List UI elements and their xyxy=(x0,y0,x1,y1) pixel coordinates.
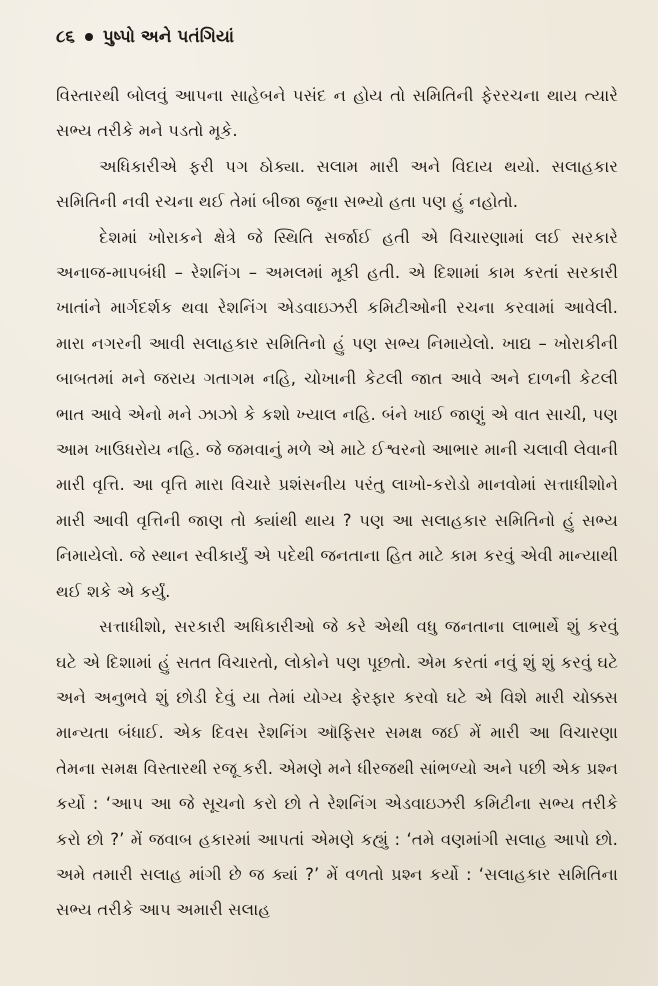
running-header xyxy=(56,22,618,52)
page-number: ૮૬ xyxy=(56,27,75,47)
page-body xyxy=(56,78,618,928)
book-title: પુષ્પો અને પતંગિયાં xyxy=(102,27,235,47)
bullet-icon xyxy=(85,33,93,41)
paragraph-1: વિસ્તારથી બોલવું આપના સાહેબને પસંદ ન હોય તો સમિતિની ફેરરચના થાય ત્યારે સભ્ય તરીકે મને પડતો મૂકે. xyxy=(56,86,618,141)
paragraph-4: સત્તાધીશો, સરકારી અધિકારીઓ જે કરે એથી વધુ જનતાના લાભાર્થે શું કરવું ઘટે એ દિશામાં હું સતત વિચારતો, લોકોને પણ પૂછતો. એમ કરતાં નવું શું શું કરવું ઘટે અને અનુભવે શું છોડી દેવું યા તેમાં યોગ્ય ફેરફાર કરવો ઘટે એ વિશે મારી ચોક્કસ માન્યતા બંધાઈ. એક દિવસ રેશનિંગ ઑફિસર સમક્ષ જઈ મેં મારી આ વિચારણા તેમના સમક્ષ વિસ્તારથી રજૂ કરી. એમણે મને ધીરજથી સાંભળ્યો અને પછી એક પ્રશ્ન કર્યો : ‘આપ આ જે સૂચનો કરો છો તે રેશનિંગ એડવાઇઝરી કમિટીના સભ્ય તરીકે કરો છો ?’ મેં જવાબ હકારમાં આપતાં એમણે કહ્યું : ‘તમે વણમાંગી સલાહ આપો છો. અમે તમારી સલાહ માંગી છે જ ક્યાં ?’ મેં વળતો પ્રશ્ન કર્યો : ‘સલાહકાર સમિતિના સભ્ય તરીકે આપ અમારી સલાહ xyxy=(56,617,618,920)
paragraph-2: અધિકારીએ ફરી પગ ઠોક્યા. સલામ મારી અને વિદાય થયો. સલાહકાર સમિતિની નવી રચના થઈ તેમાં બીજા જૂના સભ્યો હતા પણ હું નહોતો. xyxy=(56,156,618,212)
paragraph-3: દેશમાં ખોરાકને ક્ષેત્રે જે સ્થિતિ સર્જાઈ હતી એ વિચારણામાં લઈ સરકારે અનાજ-માપબંધી – રેશનિંગ – અમલમાં મૂકી હતી. એ દિશામાં કામ કરતાં સરકારી ખાતાંને માર્ગદર્શક થવા રેશનિંગ એડવાઇઝરી કમિટીઓની રચના કરવામાં આવેલી. મારા નગરની આવી સલાહકાર સમિતિનો હું પણ સભ્ય નિમાયેલો. ખાદ્ય – ખોરાકીની બાબતમાં મને જરાય ગતાગમ નહિ, ચોખાની કેટલી જાત આવે અને દાળની કેટલી ભાત આવે એનો મને ઝાઝો કે કશો ખ્યાલ નહિ. બંને ખાઈ જાણું એ વાત સાચી, પણ આમ ખાઉધરોય નહિ. જે જમવાનું મળે એ માટે ઈશ્વરનો આભાર માની ચલાવી લેવાની મારી વૃત્તિ. આ વૃત્તિ મારા વિચારે પ્રશંસનીય પરંતુ લાખો-કરોડો માનવોમાં સત્તાધીશોને મારી આવી વૃત્તિની જાણ તો ક્યાંથી થાય ? પણ આ સલાહકાર સમિતિનો હું સભ્ય નિમાયેલો. જે સ્થાન સ્વીકાર્યું એ પદેથી જનતાના હિત માટે કામ કરવું એવી માન્યાથી થઈ શકે એ કર્યું. xyxy=(56,227,618,601)
